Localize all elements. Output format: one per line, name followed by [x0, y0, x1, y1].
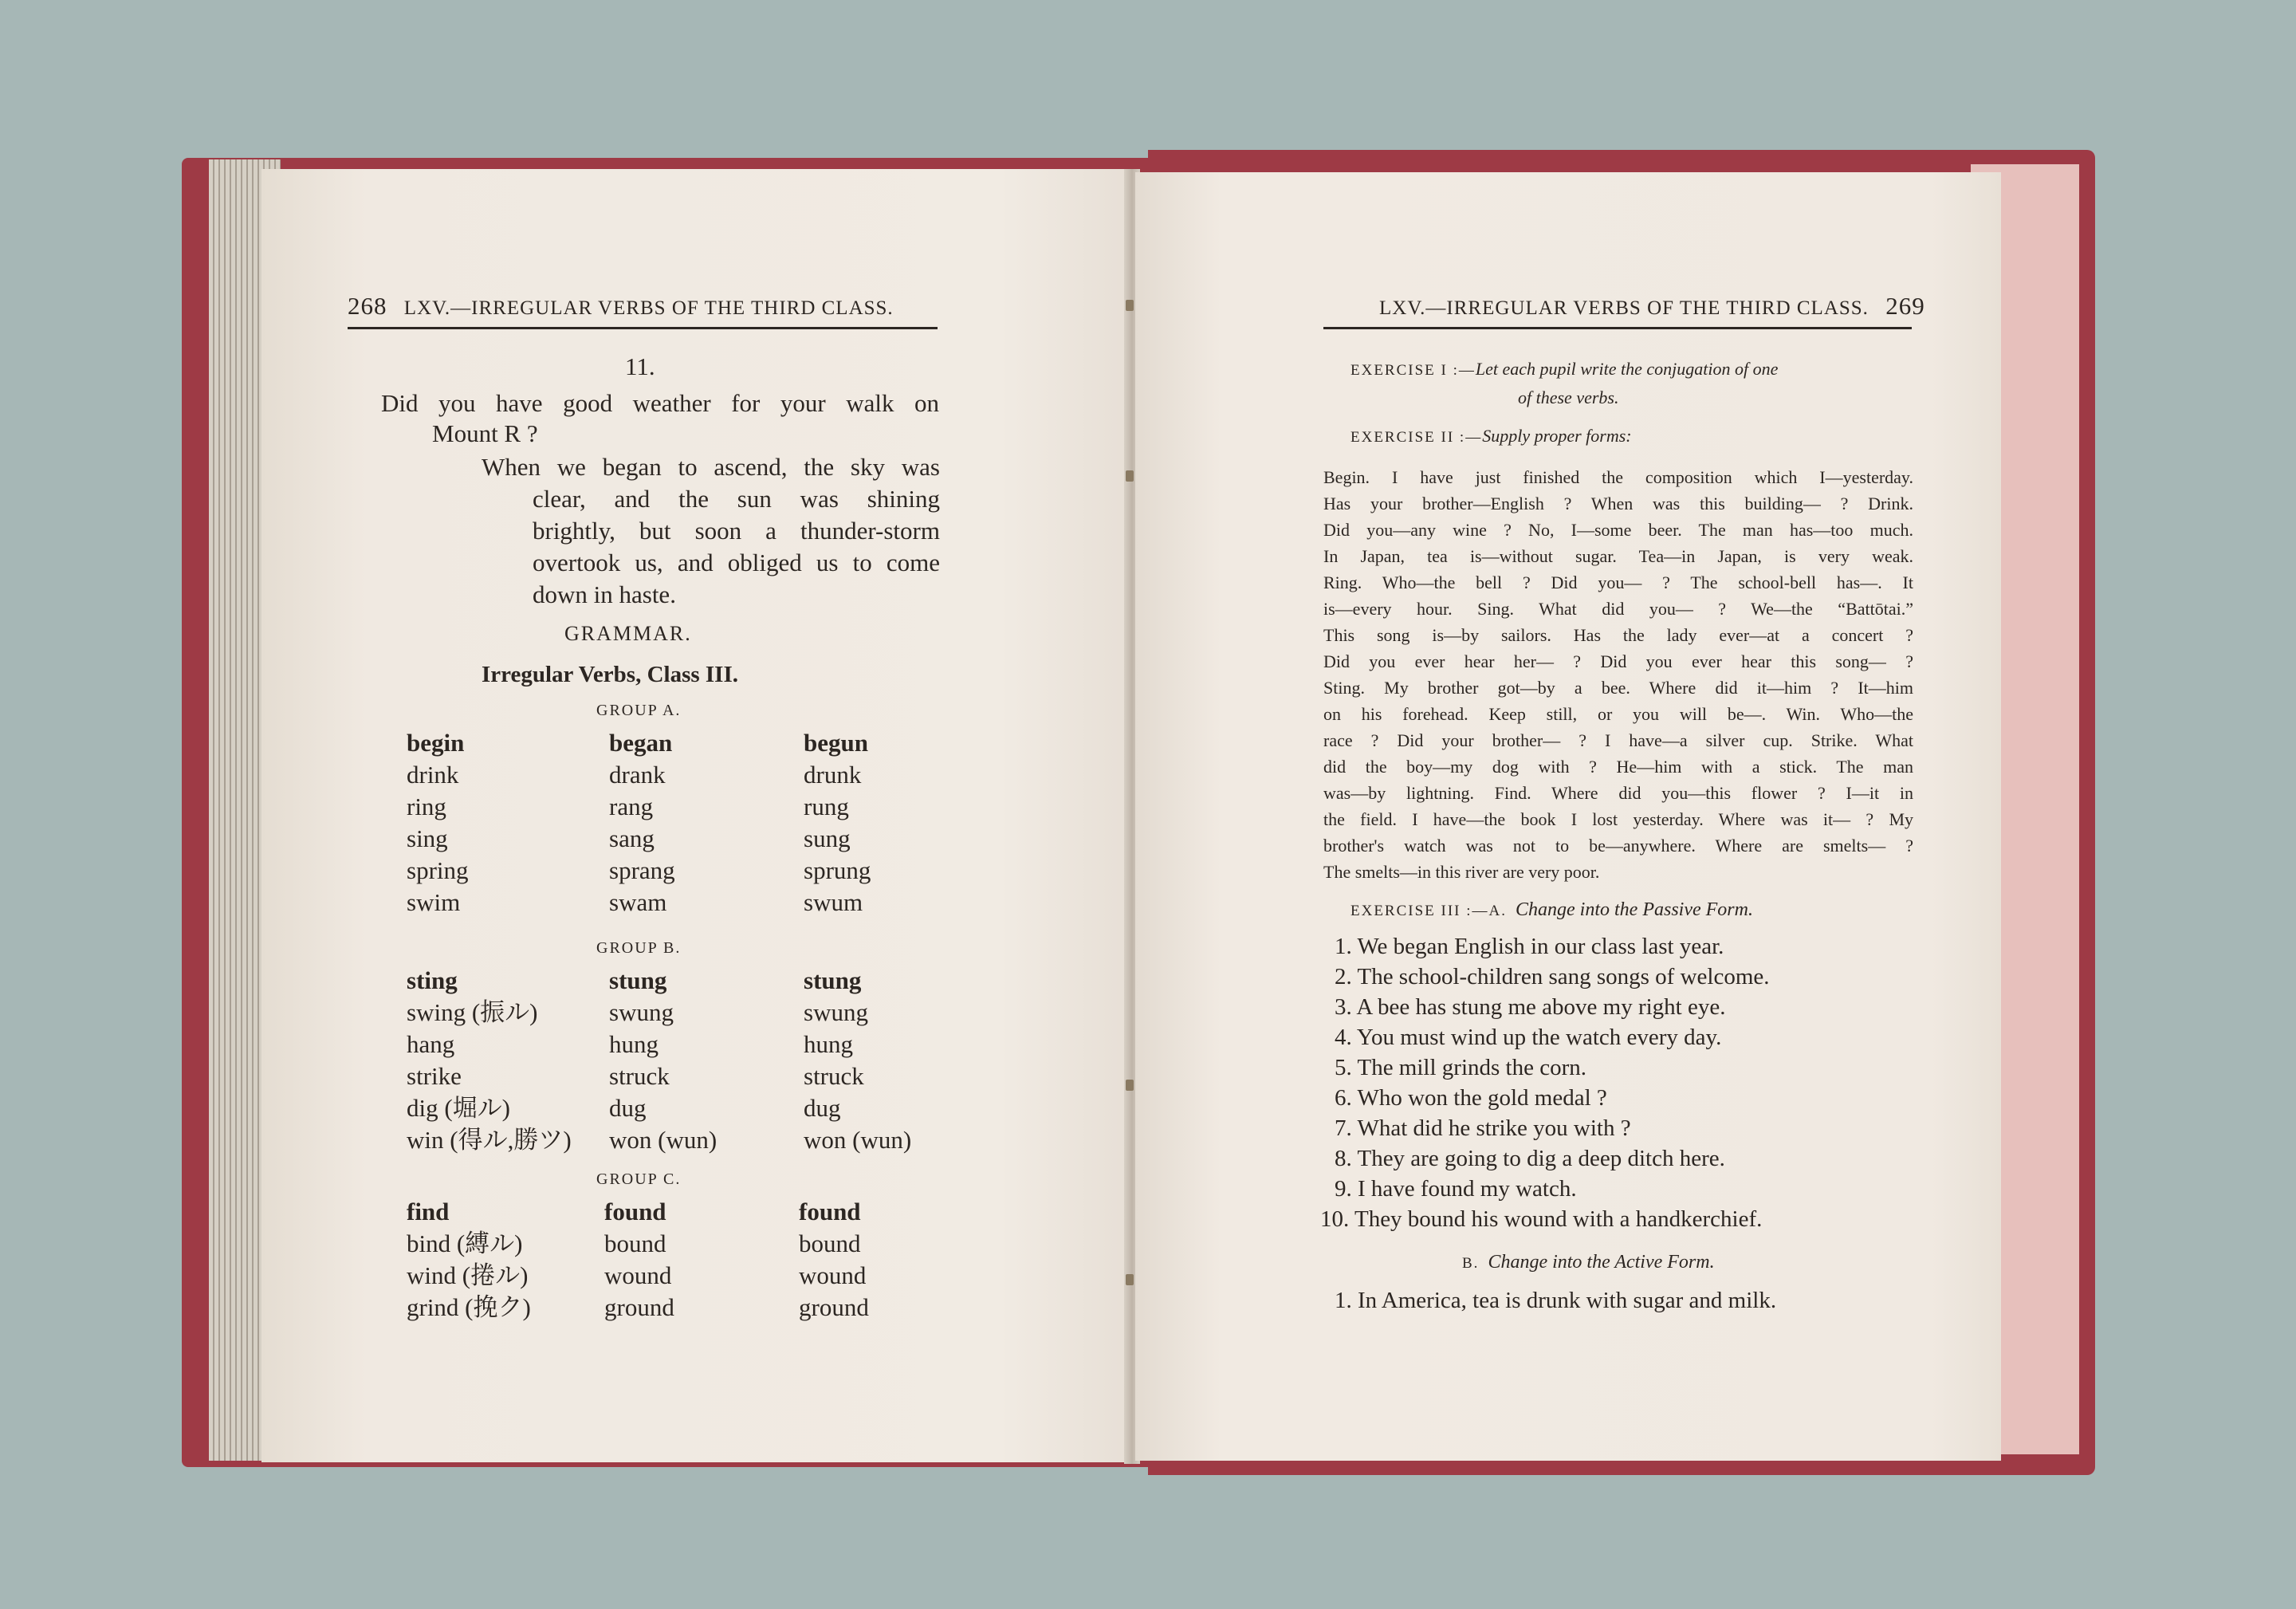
verb-cell: sing	[407, 824, 448, 852]
verb-cell: wound	[604, 1261, 672, 1289]
paragraph-line: on his forehead. Keep still, or you will be—. Win. Who—the	[1323, 704, 1913, 724]
verb-cell: rung	[804, 793, 849, 820]
verb-cell: bound	[604, 1229, 666, 1257]
verb-cell: swim	[407, 888, 461, 916]
verb-cell: drink	[407, 761, 459, 789]
verb-cell: strike	[407, 1062, 462, 1090]
verb-cell: dig (堀ル)	[407, 1094, 511, 1122]
verb-cell: bind (縛ル)	[407, 1229, 523, 1257]
question-line-2: Mount R ?	[432, 419, 538, 447]
answer-line-3: brightly, but soon a thunder-storm	[533, 517, 940, 545]
left-running-head	[348, 292, 894, 321]
paragraph-line: Did you ever hear her— ? Did you ever hear this song— ?	[1323, 651, 1913, 671]
paragraph-line: Ring. Who—the bell ? Did you— ? The school-bell has—. It	[1323, 572, 1913, 592]
verb-cell: ground	[604, 1293, 674, 1321]
list-item: 7. What did he strike you with ?	[1335, 1115, 1631, 1141]
right-page	[1135, 172, 2001, 1461]
exercise-3: EXERCISE III :—A. Change into the Passive Form.	[1350, 899, 1753, 920]
verb-cell: stung	[609, 966, 667, 994]
verb-cell: found	[799, 1198, 861, 1225]
verb-cell: spring	[407, 856, 469, 884]
binding-stitch	[1126, 300, 1134, 311]
grammar-heading: GRAMMAR.	[564, 622, 692, 645]
verb-cell: sprung	[804, 856, 871, 884]
verb-cell: begin	[407, 729, 465, 757]
left-page-number: 268	[348, 292, 387, 320]
list-item: 4. You must wind up the watch every day.	[1335, 1025, 1722, 1050]
verb-cell: grind (挽ク)	[407, 1293, 531, 1321]
exercise-1: EXERCISE I :—Let each pupil write the conjugation of one	[1350, 359, 1779, 379]
list-item: 2. The school-children sang songs of welcome.	[1335, 964, 1770, 989]
list-item: 5. The mill grinds the corn.	[1335, 1055, 1586, 1080]
binding-stitch	[1126, 1274, 1134, 1285]
verb-cell: swum	[804, 888, 863, 916]
verbs-heading: Irregular Verbs, Class III.	[482, 662, 739, 687]
paragraph-line: Begin. I have just finished the composition which I—yesterday.	[1323, 467, 1913, 487]
group-a-label: GROUP A.	[596, 702, 682, 719]
left-header-rule	[348, 327, 938, 329]
binding-stitch	[1126, 470, 1134, 482]
paragraph-line: is—every hour. Sing. What did you— ? We—the “Battōtai.”	[1323, 599, 1913, 619]
paragraph-line: the field. I have—the book I lost yesterday. Where was it— ? My	[1323, 809, 1913, 829]
verb-cell: sting	[407, 966, 458, 994]
answer-line-2: clear, and the sun was shining	[533, 485, 940, 513]
answer-line-4: overtook us, and obliged us to come	[533, 549, 940, 576]
verb-cell: dug	[609, 1094, 647, 1122]
paragraph-line: was—by lightning. Find. Where did you—this flower ? I—it in	[1323, 783, 1913, 803]
verb-cell: swam	[609, 888, 667, 916]
left-page	[261, 169, 1130, 1462]
verb-cell: bound	[799, 1229, 861, 1257]
verb-cell: swung	[609, 998, 674, 1026]
verb-cell: find	[407, 1198, 450, 1225]
list-item: 1. In America, tea is drunk with sugar and milk.	[1335, 1288, 1777, 1313]
verb-cell: began	[609, 729, 673, 757]
verb-cell: sprang	[609, 856, 675, 884]
verb-cell: dug	[804, 1094, 841, 1122]
paragraph-line: The smelts—in this river are very poor.	[1323, 862, 1600, 882]
answer-line-5: down in haste.	[533, 580, 676, 608]
exercise-2: EXERCISE II :—Supply proper forms:	[1350, 426, 1632, 446]
verb-cell: swing (振ル)	[407, 998, 538, 1026]
verb-cell: ground	[799, 1293, 869, 1321]
verb-cell: won (wun)	[804, 1126, 912, 1154]
verb-cell: drunk	[804, 761, 862, 789]
paragraph-line: race ? Did your brother— ? I have—a silver cup. Strike. What	[1323, 730, 1913, 750]
list-item: 6. Who won the gold medal ?	[1335, 1085, 1607, 1111]
right-page-number: 269	[1885, 292, 1925, 320]
verb-cell: sung	[804, 824, 851, 852]
list-item: 10. They bound his wound with a handkerchief.	[1320, 1206, 1763, 1232]
right-running-head	[1379, 292, 1925, 321]
paragraph-line: Has your brother—English ? When was this building— ? Drink.	[1323, 494, 1913, 513]
verb-cell: begun	[804, 729, 868, 757]
verb-cell: hung	[609, 1030, 659, 1058]
list-item: 8. They are going to dig a deep ditch here.	[1335, 1146, 1725, 1171]
exercise-1-cont: of these verbs.	[1518, 387, 1619, 407]
verb-cell: won (wun)	[609, 1126, 718, 1154]
verb-cell: struck	[609, 1062, 670, 1090]
paragraph-line: In Japan, tea is—without sugar. Tea—in Japan, is very weak.	[1323, 546, 1913, 566]
question-line-1: Did you have good weather for your walk on	[381, 389, 939, 417]
verb-cell: ring	[407, 793, 446, 820]
paragraph-line: This song is—by sailors. Has the lady ever—at a concert ?	[1323, 625, 1913, 645]
verb-cell: stung	[804, 966, 862, 994]
left-head-title: LXV.—IRREGULAR VERBS OF THE THIRD CLASS.	[403, 297, 894, 319]
verb-cell: hang	[407, 1030, 455, 1058]
dialogue-number: 11.	[625, 352, 655, 380]
list-item: 3. A bee has stung me above my right eye.	[1335, 994, 1726, 1020]
list-item: 1. We began English in our class last year.	[1335, 934, 1724, 959]
paragraph-line: Did you—any wine ? No, I—some beer. The man has—too much.	[1323, 520, 1913, 540]
answer-line-1: When we began to ascend, the sky was	[482, 453, 940, 481]
paragraph-line: brother's watch was not to be—anywhere. Where are smelts— ?	[1323, 836, 1913, 856]
group-b-label: GROUP B.	[596, 939, 682, 957]
paragraph-line: Sting. My brother got—by a bee. Where did it—him ? It—him	[1323, 678, 1913, 698]
binding-stitch	[1126, 1080, 1134, 1091]
verb-cell: struck	[804, 1062, 864, 1090]
group-c-label: GROUP C.	[596, 1170, 682, 1188]
verb-cell: wind (捲ル)	[407, 1261, 529, 1289]
right-head-title: LXV.—IRREGULAR VERBS OF THE THIRD CLASS.	[1379, 297, 1869, 319]
verb-cell: sang	[609, 824, 655, 852]
verb-cell: swung	[804, 998, 868, 1026]
verb-cell: found	[604, 1198, 666, 1225]
verb-cell: wound	[799, 1261, 867, 1289]
verb-cell: drank	[609, 761, 666, 789]
right-header-rule	[1323, 327, 1912, 329]
verb-cell: hung	[804, 1030, 853, 1058]
list-item: 9. I have found my watch.	[1335, 1176, 1577, 1202]
paragraph-line: did the boy—my dog with ? He—him with a stick. The man	[1323, 757, 1913, 777]
verb-cell: win (得ル,勝ツ)	[407, 1126, 572, 1154]
section-b: B. Change into the Active Form.	[1462, 1252, 1715, 1273]
verb-cell: rang	[609, 793, 654, 820]
